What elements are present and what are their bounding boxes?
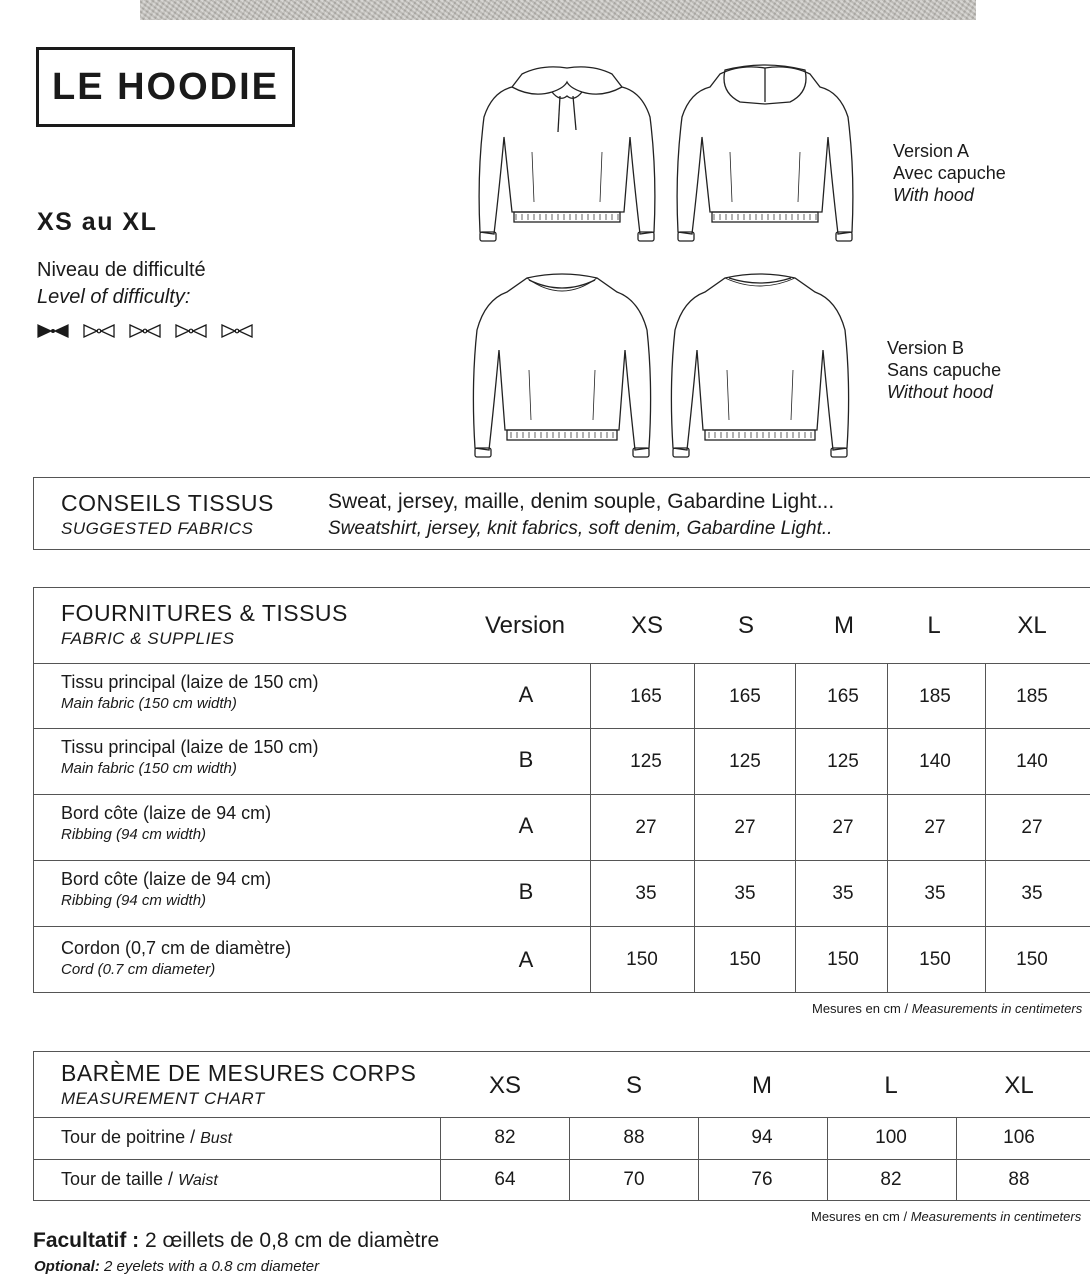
- table-cell: 82: [494, 1127, 516, 1148]
- size-header-xs: XS: [630, 612, 663, 639]
- table-cell: 35: [1021, 883, 1043, 904]
- table-cell: 27: [924, 817, 946, 838]
- table-cell: 165: [827, 686, 859, 707]
- size-header-l: L: [884, 1072, 898, 1099]
- table-cell: 70: [623, 1169, 645, 1190]
- fabric-texture-strip: [140, 0, 976, 20]
- table-cell: 76: [751, 1169, 773, 1190]
- size-header-xs: XS: [488, 1072, 521, 1099]
- hoodie-front-illustration: [472, 62, 662, 250]
- table-cell: 35: [832, 883, 854, 904]
- bow-icon-outline: [82, 322, 116, 340]
- measurement-subtitle: MEASUREMENT CHART: [61, 1089, 265, 1108]
- measurement-title: BARÈME DE MESURES CORPS: [61, 1060, 417, 1086]
- supplies-title: FOURNITURES & TISSUS: [61, 600, 348, 626]
- suggested-fabrics-title: CONSEILS TISSUS: [61, 490, 274, 516]
- supplies-units-note: Mesures en cm / Measurements in centimeters: [812, 1001, 1083, 1016]
- table-row-label: Tissu principal (laize de 150 cm) Main fabric (150 cm width): [61, 672, 319, 712]
- version-a-en: With hood: [893, 185, 974, 205]
- version-a-label: [893, 140, 1006, 206]
- size-header-m: M: [834, 612, 854, 639]
- supplies-subtitle: FABRIC & SUPPLIES: [61, 629, 235, 648]
- size-range: XS au XL: [37, 208, 158, 236]
- sweatshirt-back-illustration: [665, 270, 855, 460]
- table-cell: 27: [1021, 817, 1043, 838]
- size-header-l: L: [927, 612, 941, 639]
- table-row-label: Tour de taille / Waist: [61, 1169, 218, 1189]
- table-cell: 94: [751, 1127, 773, 1148]
- difficulty-rating: [36, 322, 254, 340]
- table-cell: 185: [1016, 686, 1048, 707]
- row-version: B: [518, 747, 534, 772]
- bow-icon-outline: [128, 322, 162, 340]
- version-b-fr: Sans capuche: [887, 360, 1002, 380]
- row-version: A: [518, 813, 534, 838]
- hoodie-back-illustration: [670, 62, 860, 250]
- table-cell: 125: [729, 751, 761, 772]
- sweatshirt-front-illustration: [467, 270, 657, 460]
- table-cell: 27: [635, 817, 657, 838]
- table-cell: 27: [832, 817, 854, 838]
- table-cell: 165: [729, 686, 761, 707]
- size-header-xl: XL: [1017, 612, 1047, 639]
- optional-note-en: Optional: 2 eyelets with a 0.8 cm diameter: [34, 1258, 320, 1275]
- table-cell: 125: [630, 751, 662, 772]
- table-cell: 27: [734, 817, 756, 838]
- table-row-label: Bord côte (laize de 94 cm) Ribbing (94 cm width): [61, 869, 272, 909]
- table-cell: 35: [924, 883, 946, 904]
- size-header-m: M: [752, 1072, 772, 1099]
- bow-icon-filled: [36, 322, 70, 340]
- table-cell: 150: [919, 949, 951, 970]
- table-cell: 35: [734, 883, 756, 904]
- pattern-title: LE HOODIE: [36, 47, 295, 127]
- size-header-s: S: [737, 612, 754, 639]
- version-a-fr: Avec capuche: [893, 163, 1006, 183]
- difficulty-label-en: Level of difficulty:: [37, 286, 191, 308]
- table-cell: 35: [635, 883, 657, 904]
- size-header-s: S: [625, 1072, 642, 1099]
- version-a-name: Version A: [893, 141, 970, 161]
- difficulty-label-fr: Niveau de difficulté: [37, 259, 206, 281]
- table-cell: 140: [919, 751, 951, 772]
- optional-note-fr: Facultatif : 2 œillets de 0,8 cm de diamètre: [33, 1229, 440, 1252]
- table-row-label: Tour de poitrine / Bust: [61, 1127, 233, 1147]
- table-cell: 165: [630, 686, 662, 707]
- table-cell: 150: [1016, 949, 1048, 970]
- table-cell: 140: [1016, 751, 1048, 772]
- measurement-units-note: Mesures en cm / Measurements in centimeters: [811, 1209, 1082, 1224]
- version-b-en: Without hood: [887, 382, 993, 402]
- table-cell: 82: [880, 1169, 902, 1190]
- version-b-label: [887, 337, 1001, 403]
- suggested-fabrics-text-fr: Sweat, jersey, maille, denim souple, Gabardine Light...: [328, 490, 835, 513]
- version-b-name: Version B: [887, 338, 965, 358]
- row-version: A: [518, 947, 534, 972]
- size-header-xl: XL: [1004, 1072, 1034, 1099]
- suggested-fabrics-text-en: Sweatshirt, jersey, knit fabrics, soft denim, Gabardine Light..: [328, 518, 833, 539]
- table-cell: 64: [494, 1169, 516, 1190]
- row-version: A: [518, 682, 534, 707]
- table-cell: 150: [626, 949, 658, 970]
- table-row-label: Bord côte (laize de 94 cm) Ribbing (94 cm width): [61, 803, 272, 843]
- table-cell: 88: [623, 1127, 645, 1148]
- suggested-fabrics-subtitle: SUGGESTED FABRICS: [61, 519, 254, 538]
- table-cell: 106: [1003, 1127, 1035, 1148]
- table-cell: 150: [729, 949, 761, 970]
- table-cell: 100: [875, 1127, 907, 1148]
- table-row-label: Cordon (0,7 cm de diamètre) Cord (0.7 cm diameter): [61, 938, 292, 978]
- bow-icon-outline: [220, 322, 254, 340]
- table-cell: 150: [827, 949, 859, 970]
- table-row-label: Tissu principal (laize de 150 cm) Main fabric (150 cm width): [61, 737, 319, 777]
- row-version: B: [518, 879, 534, 904]
- table-cell: 185: [919, 686, 951, 707]
- table-cell: 125: [827, 751, 859, 772]
- version-header: Version: [484, 612, 566, 639]
- bow-icon-outline: [174, 322, 208, 340]
- table-cell: 88: [1008, 1169, 1030, 1190]
